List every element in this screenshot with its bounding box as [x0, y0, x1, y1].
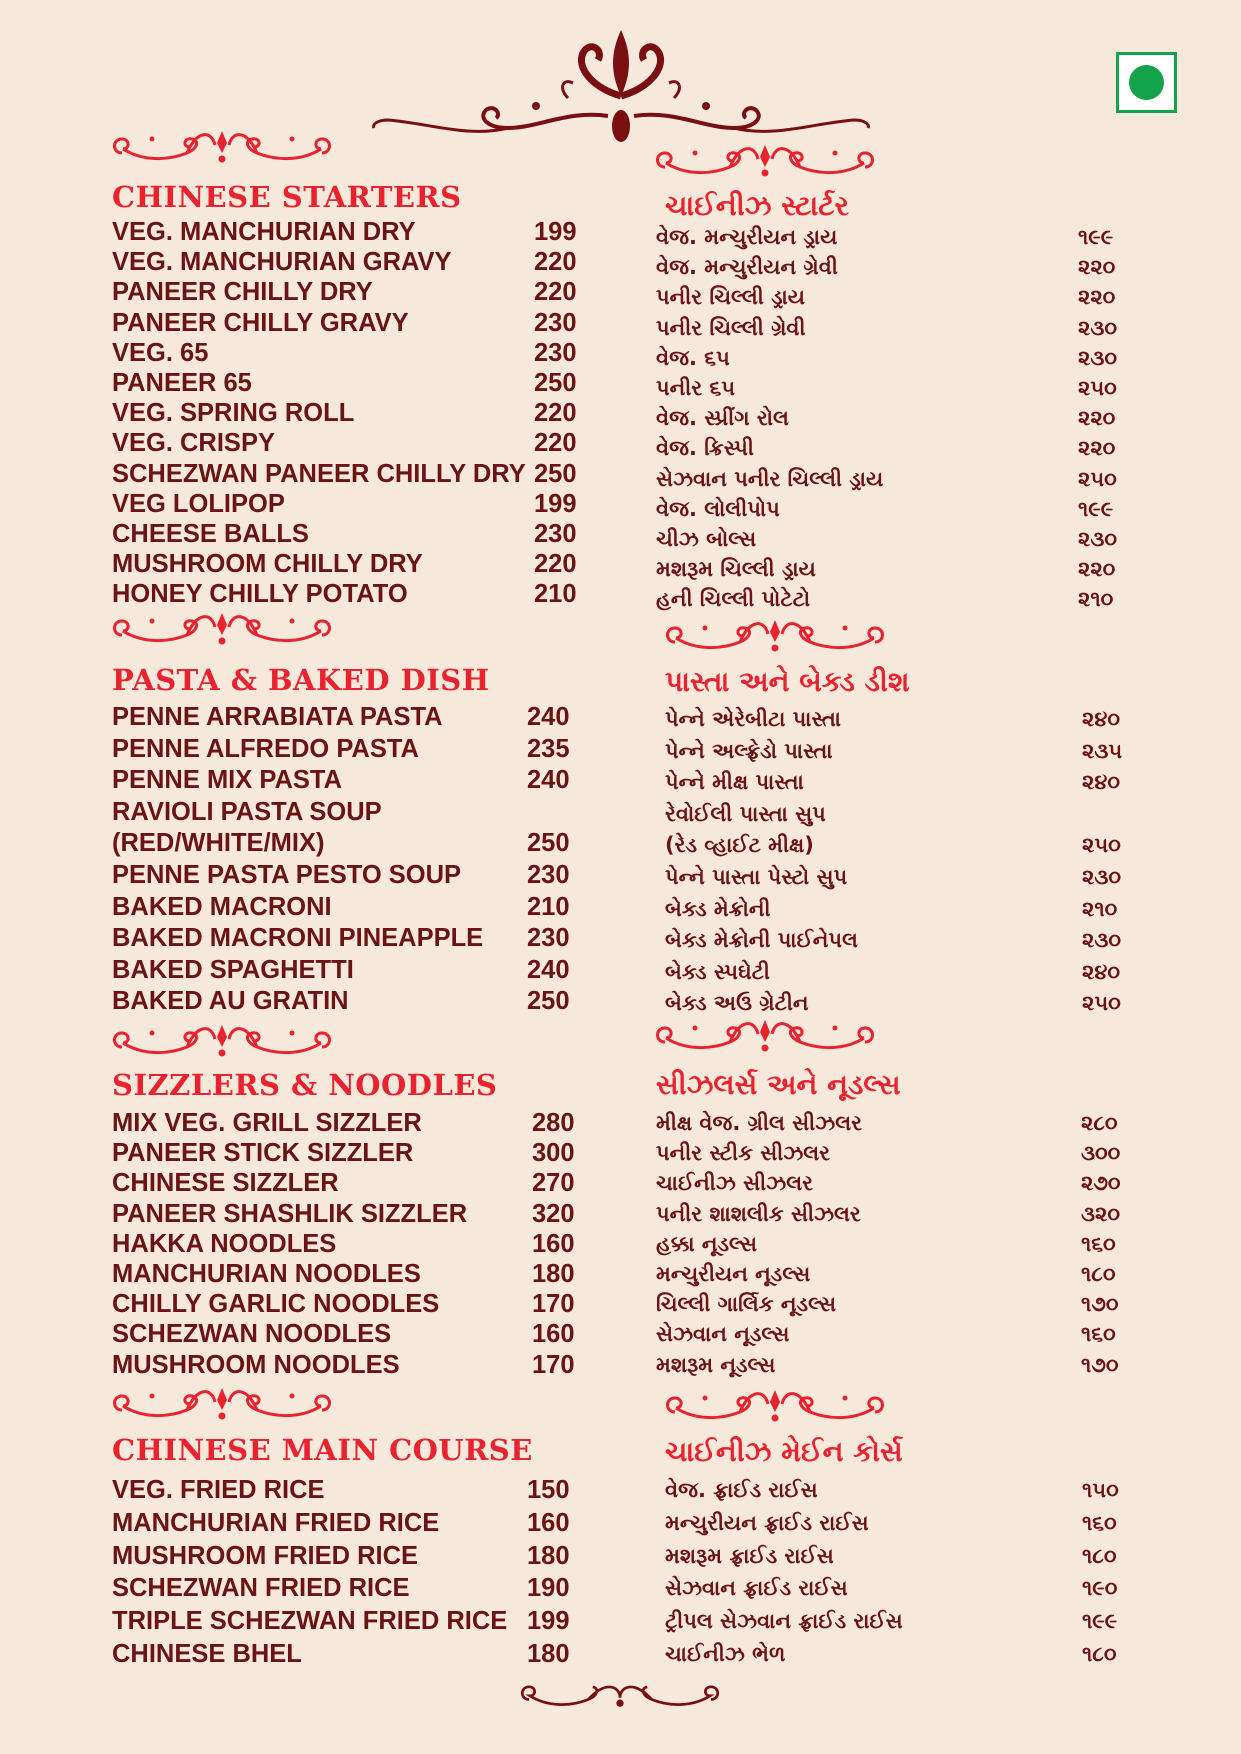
menu-item-name: PENNE ARRABIATA PASTA — [112, 703, 443, 731]
menu-item-name: બેક્ડ સ્પઘેટી — [665, 959, 770, 984]
menu-item-price: ૧૫૦ — [1082, 1478, 1119, 1502]
menu-item-name: RAVIOLI PASTA SOUP — [112, 797, 382, 826]
menu-item — [112, 1474, 582, 1507]
menu-item-price: ૨૩૦ — [1078, 526, 1117, 551]
menu-item-name: CHINESE SIZZLER — [112, 1169, 339, 1198]
menu-item-price: 180 — [527, 1541, 570, 1570]
menu-item — [112, 828, 582, 860]
menu-item-name: મશરૂમ ચિલ્લી ડ્રાય — [656, 557, 816, 582]
menu-item-name: સેઝવાન ફ્રાઈડ રાઈસ — [665, 1576, 848, 1601]
veg-symbol-icon — [1116, 52, 1177, 113]
menu-item-name: BAKED MACRONI — [112, 892, 332, 921]
menu-item — [665, 799, 1135, 831]
menu-item-name: PENNE PASTA PESTO SOUP — [112, 860, 462, 889]
menu-item — [656, 1289, 1126, 1319]
section-title-gu-main-course: ચાઈનીઝ મેઈન કોર્સ — [665, 1435, 903, 1468]
menu-item-price: ૨૨૦ — [1078, 285, 1116, 310]
menu-item-price: 190 — [527, 1574, 570, 1603]
menu-item-name: પેન્ને એરેબીટા પાસ્તા — [665, 707, 841, 731]
menu-item-price: ૧૮૦ — [1082, 1641, 1117, 1666]
menu-list-chinese-starters — [112, 217, 582, 609]
menu-item-name: MUSHROOM NOODLES — [112, 1350, 400, 1379]
menu-item-name: ચાઈનીઝ ભેળ — [665, 1641, 786, 1666]
menu-item-name: MIX VEG. GRILL SIZZLER — [112, 1109, 422, 1137]
menu-item — [112, 1289, 582, 1319]
menu-item-price: ૧૬૦ — [1081, 1231, 1116, 1256]
menu-item-price: ૩૦૦ — [1081, 1141, 1121, 1166]
fleur-de-lis-ornament-icon — [368, 28, 874, 148]
menu-item-price: ૧૯૦ — [1082, 1576, 1118, 1601]
menu-item-name: MUSHROOM FRIED RICE — [112, 1541, 418, 1570]
menu-item — [665, 1474, 1135, 1507]
menu-item — [656, 343, 1126, 373]
menu-item-name: ચિલ્લી ગાર્લિક નૂડલ્સ — [656, 1292, 836, 1317]
menu-item-name: PANEER CHILLY DRY — [112, 278, 373, 307]
menu-item — [112, 277, 582, 307]
menu-item-name: VEG. SPRING ROLL — [112, 399, 355, 428]
menu-item-price: ૨૪૦ — [1082, 707, 1120, 731]
section-title-gu-pasta: પાસ્તા અને બેક્ડ ડીશ — [665, 665, 910, 698]
menu-item-price: ૨૨૦ — [1078, 406, 1116, 431]
menu-item-price: 270 — [532, 1169, 575, 1198]
menu-item-name: VEG. 65 — [112, 338, 209, 367]
menu-item-name: વેજ. મન્ચુરીયન ગ્રેવી — [656, 255, 838, 280]
menu-item-price: ૧૯૯ — [1078, 496, 1114, 521]
ornamental-swirl-icon — [112, 613, 332, 647]
menu-item-price: 220 — [534, 399, 577, 428]
ornamental-swirl-icon — [665, 620, 885, 654]
menu-item — [112, 1199, 582, 1229]
menu-item — [112, 1507, 582, 1540]
menu-item — [656, 373, 1126, 403]
menu-item-price: ૨૨૦ — [1078, 255, 1116, 280]
ornamental-swirl-icon — [520, 1678, 720, 1712]
menu-item-price: 199 — [534, 218, 577, 246]
menu-item-price: ૨૩૦ — [1082, 928, 1121, 953]
menu-item — [665, 830, 1135, 862]
ornamental-swirl-icon — [112, 1388, 332, 1422]
menu-item-name: BAKED SPAGHETTI — [112, 955, 354, 984]
menu-item-name: VEG. MANCHURIAN DRY — [112, 218, 416, 246]
menu-item-name: પનીર ૬૫ — [656, 375, 736, 400]
menu-item-name: PANEER 65 — [112, 368, 252, 397]
menu-item — [112, 797, 582, 829]
menu-item-name: વેજ. ફ્રાઈડ રાઈસ — [665, 1478, 818, 1502]
menu-item-name: PENNE MIX PASTA — [112, 766, 342, 795]
menu-item — [112, 1638, 582, 1671]
menu-item-name: પેન્ને અલ્ફ્રેડો પાસ્તા — [665, 738, 833, 763]
menu-item — [112, 1138, 582, 1168]
menu-item — [112, 368, 582, 398]
menu-item — [656, 252, 1126, 282]
section-title-chinese-starters: CHINESE STARTERS — [112, 180, 462, 214]
menu-item-name: હની ચિલ્લી પોટેટો — [656, 587, 811, 612]
menu-item-price: 280 — [532, 1109, 575, 1137]
menu-item — [665, 957, 1135, 989]
menu-item — [665, 767, 1135, 799]
menu-item — [112, 1229, 582, 1259]
menu-item-name: CHINESE BHEL — [112, 1639, 302, 1668]
menu-item — [112, 579, 582, 609]
menu-item — [665, 1572, 1135, 1605]
menu-item — [112, 217, 582, 247]
menu-item-price: 160 — [532, 1320, 575, 1349]
menu-item-price: ૨૪૦ — [1082, 770, 1120, 795]
menu-item-name: TRIPLE SCHEZWAN FRIED RICE — [112, 1607, 508, 1636]
menu-item-name: VEG. CRISPY — [112, 429, 275, 458]
ornamental-swirl-icon — [112, 1025, 332, 1059]
menu-list-sizzlers — [112, 1108, 582, 1380]
menu-item-name: રેવોઈલી પાસ્તા સુપ — [665, 801, 826, 826]
menu-item-price: ૩૨૦ — [1081, 1201, 1120, 1226]
section-title-sizzlers: SIZZLERS & NOODLES — [112, 1068, 498, 1102]
menu-item-price: ૨૮૦ — [1081, 1111, 1118, 1135]
menu-item-price: ૨૩૦ — [1078, 315, 1117, 340]
menu-item-name: SCHEZWAN PANEER CHILLY DRY — [112, 459, 526, 488]
menu-list-gu-main-course — [665, 1474, 1135, 1671]
menu-item-price: ૨૭૦ — [1081, 1171, 1121, 1196]
menu-item-price: 180 — [532, 1259, 575, 1288]
menu-item-name: વેજ. લોલીપોપ — [656, 496, 780, 521]
menu-item-name: પેન્ને મીક્ષ પાસ્તા — [665, 770, 804, 795]
menu-item-price: ૨૧૦ — [1082, 896, 1118, 921]
menu-item-name: VEG LOLIPOP — [112, 489, 285, 518]
menu-item-price: 230 — [534, 308, 577, 337]
menu-item — [656, 524, 1126, 554]
menu-item — [656, 584, 1126, 614]
menu-item-price: 240 — [527, 703, 570, 731]
menu-item — [112, 765, 582, 797]
menu-item — [112, 1108, 582, 1138]
menu-item-name: મશરૂમ ફ્રાઈડ રાઈસ — [665, 1543, 834, 1568]
menu-item — [656, 494, 1126, 524]
menu-item-price: ૨૪૦ — [1082, 959, 1120, 984]
menu-item — [656, 1319, 1126, 1349]
ornamental-swirl-icon — [665, 1390, 885, 1424]
menu-item-price: 220 — [534, 429, 577, 458]
menu-item-price: 220 — [534, 248, 577, 277]
menu-item-price: 160 — [532, 1229, 575, 1258]
menu-item-price: ૧૮૦ — [1081, 1261, 1116, 1286]
menu-item-price: 170 — [532, 1350, 575, 1379]
menu-item — [656, 403, 1126, 433]
menu-item-price: ૨૫૦ — [1078, 466, 1117, 491]
menu-item — [665, 925, 1135, 957]
menu-item-name: MUSHROOM CHILLY DRY — [112, 550, 423, 579]
menu-item — [112, 1350, 582, 1380]
menu-item-name: બેક્ડ મેક્રોની — [665, 896, 771, 921]
menu-item — [665, 704, 1135, 736]
menu-item-name: PANEER STICK SIZZLER — [112, 1139, 414, 1168]
menu-item-name: પેન્ને પાસ્તા પેસ્ટો સુપ — [665, 864, 848, 889]
menu-item-name: મશરૂમ નૂડલ્સ — [656, 1352, 776, 1377]
menu-item-name: સેઝવાન પનીર ચિલ્લી ડ્રાય — [656, 466, 884, 491]
menu-item — [665, 736, 1135, 768]
menu-item-price: ૧૬૦ — [1082, 1510, 1117, 1535]
menu-list-gu-pasta — [665, 704, 1135, 1020]
menu-item-name: BAKED MACRONI PINEAPPLE — [112, 924, 484, 953]
menu-item-price: ૧૭૦ — [1081, 1292, 1119, 1317]
menu-item — [656, 464, 1126, 494]
menu-item-price: 240 — [527, 955, 570, 984]
menu-item-name: MANCHURIAN NOODLES — [112, 1259, 421, 1288]
menu-item-name: બેક્ડ અઉ ગ્રેટીન — [665, 991, 809, 1016]
menu-item-price: ૨૨૦ — [1078, 557, 1116, 582]
menu-item-price: 180 — [527, 1639, 570, 1668]
menu-item — [112, 489, 582, 519]
menu-item-price: 250 — [527, 829, 570, 858]
menu-item — [112, 519, 582, 549]
ornamental-swirl-icon — [655, 1020, 875, 1054]
menu-item-name: હક્કા નૂડલ્સ — [656, 1231, 757, 1256]
menu-item — [112, 1319, 582, 1349]
menu-item-price: ૧૭૦ — [1081, 1352, 1119, 1377]
menu-item-name: BAKED AU GRATIN — [112, 987, 349, 1016]
menu-item — [665, 894, 1135, 926]
menu-item — [656, 1168, 1126, 1198]
menu-item — [112, 1540, 582, 1573]
menu-item-price: 250 — [534, 368, 577, 397]
menu-item-name: વેજ. મન્ચુરીયન ડ્રાય — [656, 225, 838, 249]
section-title-gu-sizzlers: સીઝલર્સ અને નૂડલ્સ — [656, 1068, 901, 1101]
menu-item — [665, 862, 1135, 894]
menu-item — [112, 398, 582, 428]
menu-item-name: SCHEZWAN FRIED RICE — [112, 1574, 410, 1603]
menu-item — [656, 1199, 1126, 1229]
menu-item — [656, 1108, 1126, 1138]
menu-item — [656, 433, 1126, 463]
menu-item-name: (રેડ વ્હાઈટ મીક્ષ) — [665, 833, 814, 858]
menu-list-gu-chinese-starters — [656, 222, 1126, 614]
menu-item-price: 300 — [532, 1139, 575, 1168]
menu-item-price: 199 — [534, 489, 577, 518]
menu-item — [656, 1138, 1126, 1168]
ornamental-swirl-icon — [112, 131, 332, 165]
menu-item-price: 250 — [527, 987, 570, 1016]
menu-item-price: 230 — [534, 338, 577, 367]
menu-item-price: 230 — [534, 519, 577, 548]
menu-item-name: સેઝવાન નૂડલ્સ — [656, 1322, 790, 1347]
menu-item-name: PANEER CHILLY GRAVY — [112, 308, 409, 337]
menu-item — [112, 1259, 582, 1289]
menu-item — [112, 734, 582, 766]
menu-item — [112, 1572, 582, 1605]
menu-item-price: 235 — [527, 734, 570, 763]
menu-item-price: 230 — [527, 924, 570, 953]
menu-item — [112, 1605, 582, 1638]
menu-item — [112, 986, 582, 1018]
menu-item-name: મન્ચુરીયન નૂડલ્સ — [656, 1261, 811, 1286]
menu-item-price: ૧૮૦ — [1082, 1543, 1117, 1568]
menu-item — [112, 338, 582, 368]
menu-item — [112, 955, 582, 987]
menu-item-price: ૨૧૦ — [1078, 587, 1114, 612]
menu-item-price: ૧૬૦ — [1081, 1322, 1116, 1347]
menu-item — [656, 1259, 1126, 1289]
menu-item-name: VEG. FRIED RICE — [112, 1476, 325, 1504]
section-title-pasta: PASTA & BAKED DISH — [112, 663, 490, 697]
menu-item-name: PENNE ALFREDO PASTA — [112, 734, 419, 763]
menu-item-price: ૨૩૦ — [1082, 864, 1121, 889]
menu-item — [656, 1229, 1126, 1259]
section-title-gu-chinese-starters: ચાઈનીઝ સ્ટાર્ટર — [665, 189, 849, 222]
menu-item-price: 170 — [532, 1290, 575, 1319]
menu-item-name: HONEY CHILLY POTATO — [112, 580, 408, 609]
menu-item — [656, 554, 1126, 584]
menu-item — [112, 549, 582, 579]
ornamental-swirl-icon — [655, 145, 875, 179]
menu-item-name: VEG. MANCHURIAN GRAVY — [112, 248, 452, 277]
menu-item-name: વેજ. સ્પ્રીંગ રોલ — [656, 406, 789, 431]
menu-item-name: ચાઈનીઝ સીઝલર — [656, 1171, 813, 1196]
menu-item-price: 160 — [527, 1508, 570, 1537]
menu-item-name: ચીઝ બોલ્સ — [656, 526, 757, 551]
menu-item-name: ટ્રીપલ સેઝવાન ફ્રાઈડ રાઈસ — [665, 1609, 903, 1634]
menu-item — [665, 1605, 1135, 1638]
menu-item-price: 220 — [534, 278, 577, 307]
menu-item — [656, 313, 1126, 343]
menu-item-price: 150 — [527, 1476, 570, 1504]
menu-item-name: CHILLY GARLIC NOODLES — [112, 1290, 440, 1319]
menu-item — [656, 222, 1126, 252]
menu-item-price: ૨૩૦ — [1078, 345, 1117, 370]
menu-item-price: 199 — [527, 1607, 570, 1636]
menu-list-pasta — [112, 702, 582, 1018]
menu-item-price: ૨૫૦ — [1078, 375, 1117, 400]
menu-list-gu-sizzlers — [656, 1108, 1126, 1380]
section-title-main-course: CHINESE MAIN COURSE — [112, 1433, 533, 1467]
menu-item-price: 240 — [527, 766, 570, 795]
menu-item-name: HAKKA NOODLES — [112, 1229, 337, 1258]
menu-item-price: ૨૫૦ — [1082, 833, 1121, 858]
menu-item — [112, 247, 582, 277]
menu-item-price: 230 — [527, 860, 570, 889]
menu-item-name: પનીર શાશલીક સીઝલર — [656, 1201, 861, 1226]
menu-item-name: PANEER SHASHLIK SIZZLER — [112, 1199, 468, 1228]
menu-item-price: ૨૩૫ — [1082, 738, 1123, 763]
menu-item — [665, 1638, 1135, 1671]
menu-item-name: CHEESE BALLS — [112, 519, 309, 548]
menu-item — [112, 892, 582, 924]
menu-item-name: વેજ. ક્રિસ્પી — [656, 436, 754, 461]
menu-item-price: ૧૯૯ — [1078, 225, 1114, 249]
menu-item-name: પનીર ચિલ્લી ગ્રેવી — [656, 315, 806, 340]
menu-item — [656, 1350, 1126, 1380]
menu-item-price: 210 — [527, 892, 570, 921]
menu-item — [112, 923, 582, 955]
menu-item — [112, 860, 582, 892]
menu-item-price: 320 — [532, 1199, 575, 1228]
menu-item — [112, 308, 582, 338]
menu-item — [112, 459, 582, 489]
menu-item-name: મન્ચુરીયન ફ્રાઈડ રાઈસ — [665, 1510, 869, 1535]
menu-item-name: પનીર સ્ટીક સીઝલર — [656, 1141, 830, 1166]
menu-item-name: વેજ. ૬૫ — [656, 345, 730, 370]
menu-item-name: બેક્ડ મેક્રોની પાઈનેપલ — [665, 928, 858, 953]
menu-item-price: 220 — [534, 550, 577, 579]
menu-item — [112, 1168, 582, 1198]
menu-item-price: ૨૨૦ — [1078, 436, 1116, 461]
menu-item — [665, 1507, 1135, 1540]
menu-item — [112, 428, 582, 458]
menu-item-price: ૧૯૯ — [1082, 1609, 1118, 1634]
menu-item — [112, 702, 582, 734]
menu-item-price: 210 — [534, 580, 577, 609]
menu-item-name: મીક્ષ વેજ. ગ્રીલ સીઝલર — [656, 1111, 862, 1135]
menu-item-name: (RED/WHITE/MIX) — [112, 829, 325, 858]
menu-item-price: 250 — [534, 459, 577, 488]
menu-item — [665, 988, 1135, 1020]
menu-item-name: SCHEZWAN NOODLES — [112, 1320, 392, 1349]
menu-item-name: પનીર ચિલ્લી ડ્રાય — [656, 285, 805, 310]
menu-item — [656, 282, 1126, 312]
menu-list-main-course — [112, 1474, 582, 1671]
menu-item — [665, 1540, 1135, 1573]
menu-item-name: MANCHURIAN FRIED RICE — [112, 1508, 440, 1537]
menu-item-price: ૨૫૦ — [1082, 991, 1121, 1016]
